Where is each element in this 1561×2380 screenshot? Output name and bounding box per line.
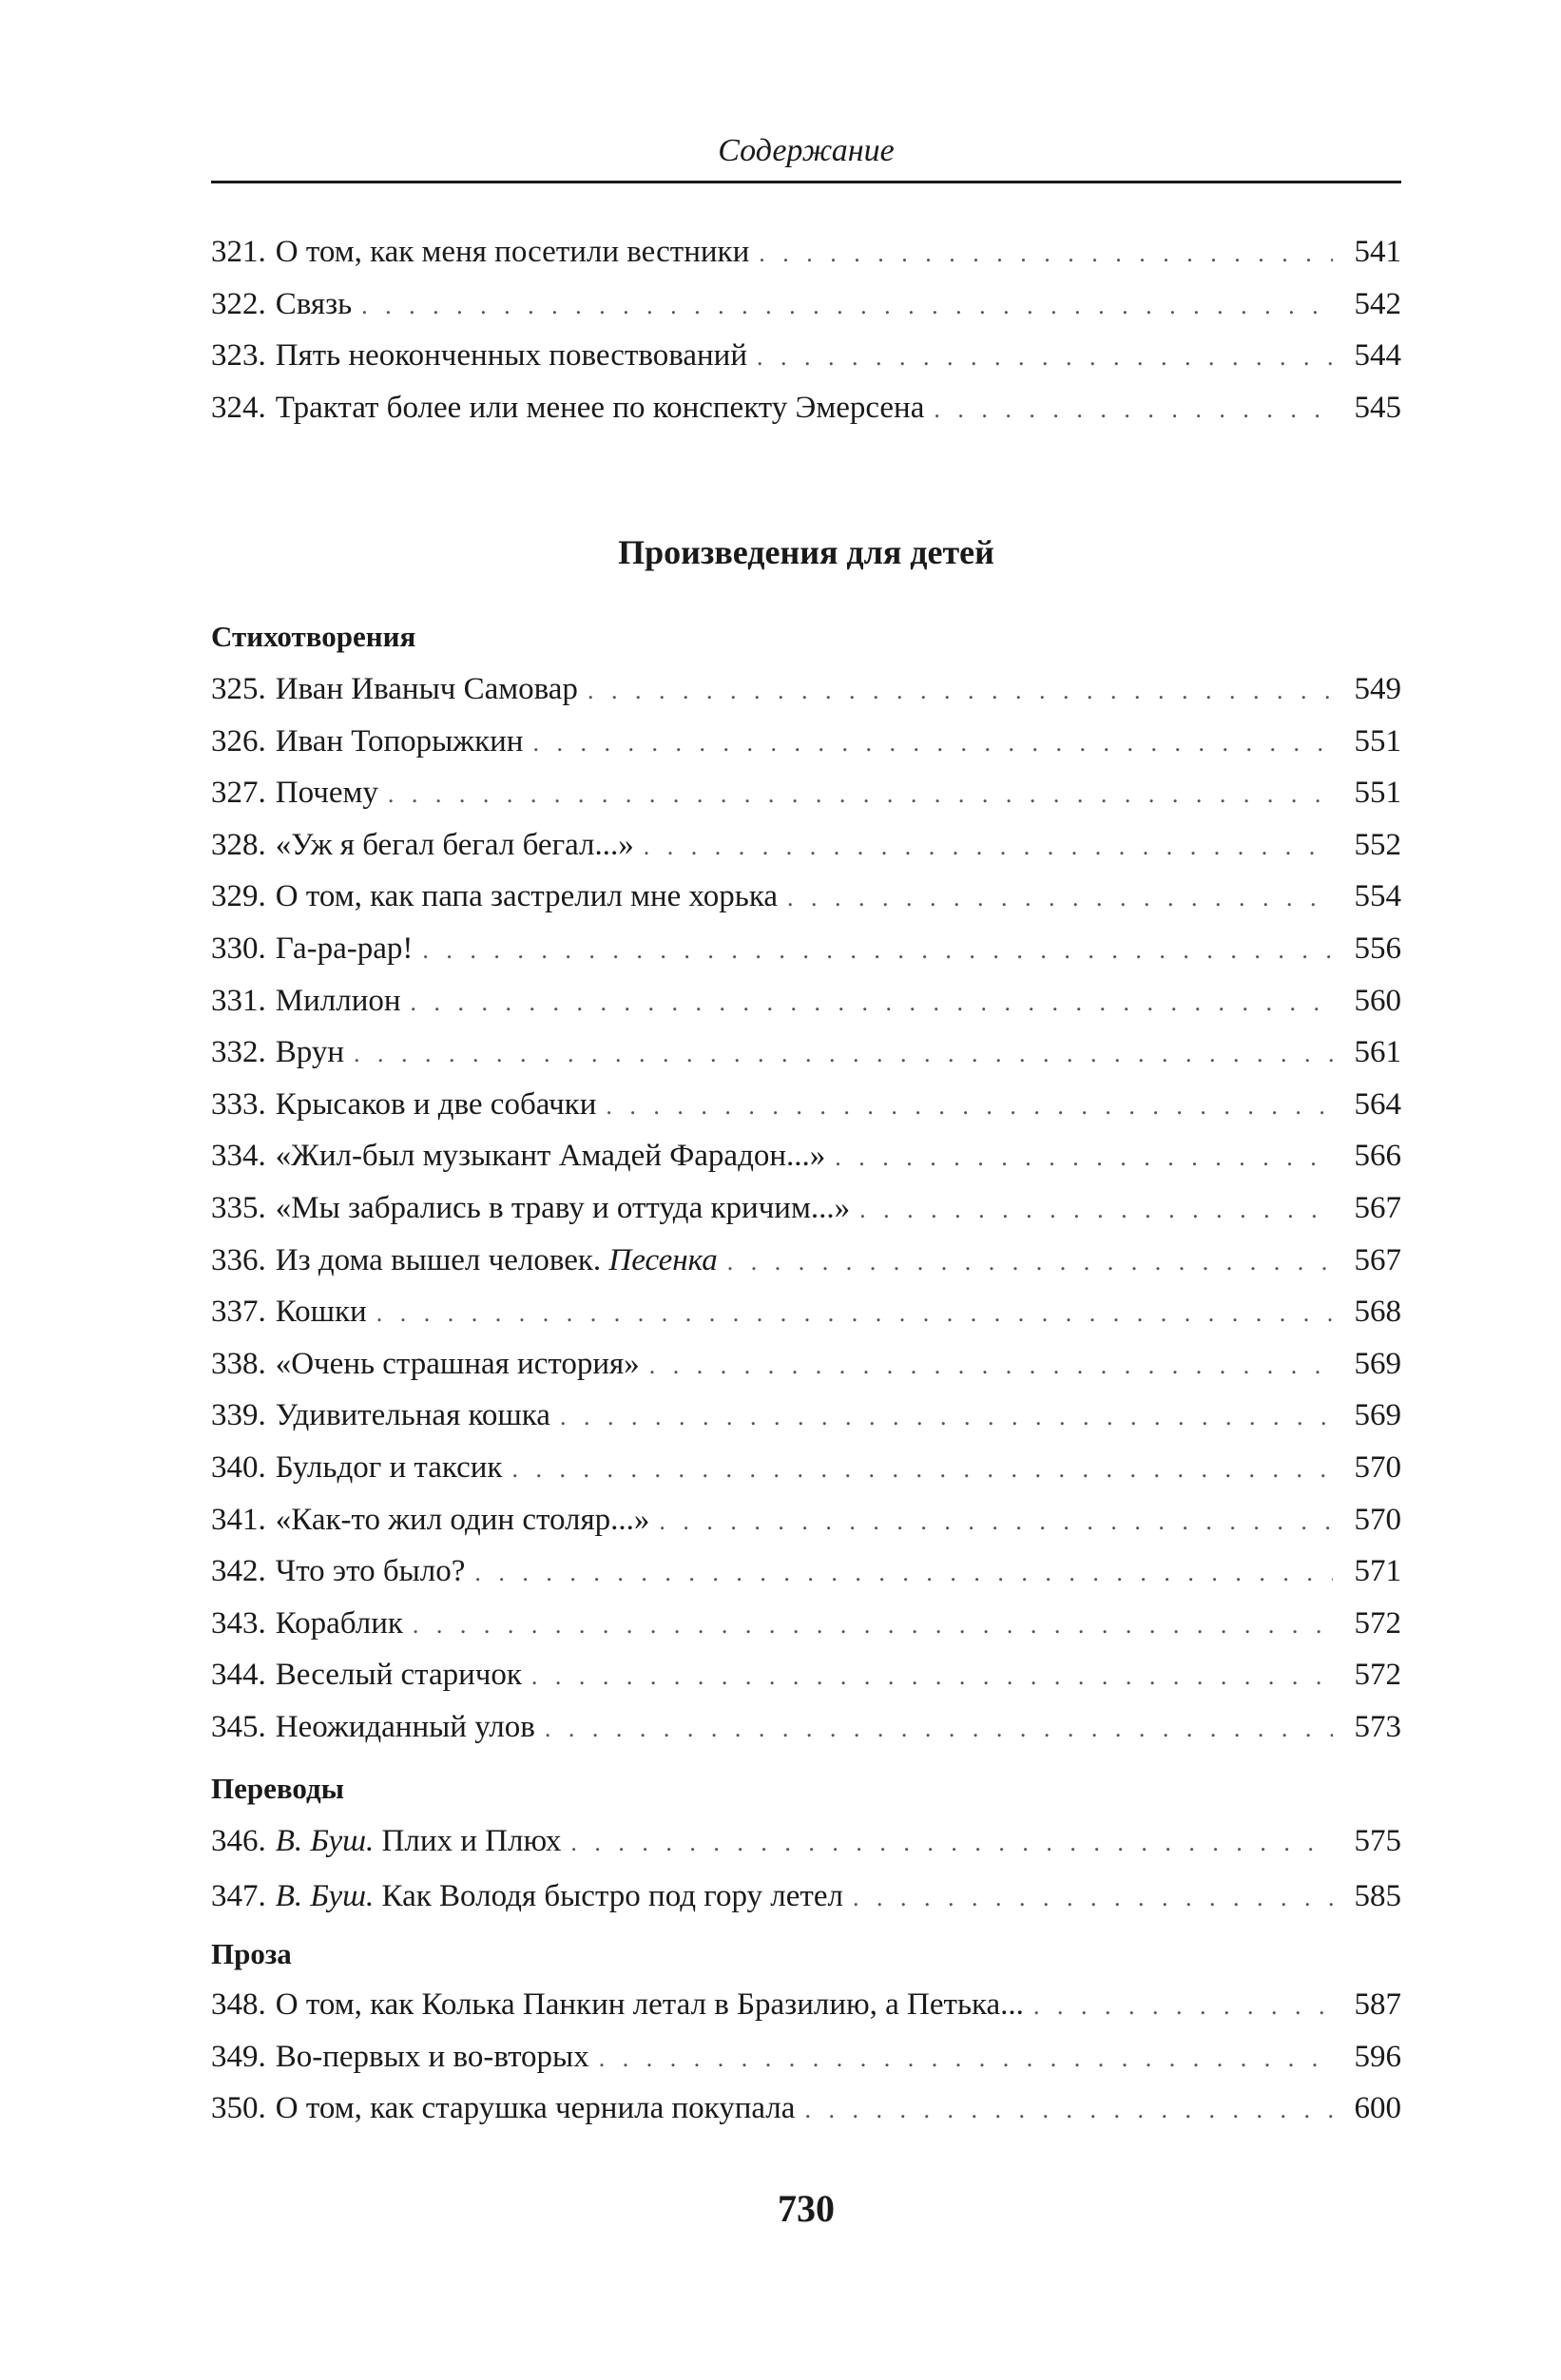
- entry-number: 327.: [211, 776, 266, 811]
- entry-page: 570: [1354, 1502, 1401, 1537]
- dot-leader: [361, 280, 1333, 333]
- section-title: Произведения для детей: [618, 533, 994, 571]
- entry-number: 323.: [211, 338, 266, 374]
- dot-leader: [644, 821, 1333, 873]
- toc-entry-339: [211, 1390, 1401, 1442]
- subhead-prose: Проза: [211, 1937, 292, 1970]
- entry-page: 587: [1354, 1987, 1401, 2022]
- toc-entry-350: [211, 2082, 1401, 2135]
- entry-number: 344.: [211, 1658, 266, 1693]
- entry-title: Что это было?: [275, 1554, 466, 1589]
- entry-title: О том, как папа застрелил мне хорька: [275, 879, 779, 914]
- dot-leader: [511, 1444, 1333, 1496]
- dot-leader: [727, 1237, 1333, 1289]
- toc-entry-338: [211, 1338, 1401, 1391]
- entry-page: 600: [1354, 2091, 1401, 2126]
- toc-entry-322: [211, 278, 1401, 331]
- entry-page: 541: [1354, 235, 1401, 269]
- toc-entry-345: [211, 1701, 1401, 1754]
- toc-translations-list: [211, 1814, 1401, 1924]
- dot-leader: [422, 925, 1333, 977]
- entry-title: Иван Иваныч Самовар: [275, 672, 578, 706]
- entry-title: «Уж я бегал бегал бегал...»: [275, 827, 634, 862]
- dot-leader: [835, 1132, 1333, 1184]
- entry-title-main: Как Володя быстро под гору летел: [381, 1879, 843, 1913]
- entry-page: 549: [1354, 672, 1401, 706]
- entry-number: 325.: [211, 672, 266, 706]
- entry-page: 572: [1354, 1605, 1401, 1641]
- dot-leader: [787, 873, 1333, 925]
- entry-page: 561: [1354, 1035, 1401, 1070]
- dot-leader: [759, 228, 1333, 280]
- entry-subtitle-italic: Песенка: [608, 1242, 718, 1277]
- dot-leader: [599, 2033, 1333, 2085]
- dot-leader: [354, 1028, 1333, 1081]
- toc-entry-335: [211, 1182, 1401, 1235]
- entry-page: 569: [1354, 1346, 1401, 1381]
- entry-title: Крысаков и две собачки: [275, 1086, 597, 1122]
- entry-title: Трактат более или менее по конспекту Эмерсена: [275, 390, 925, 425]
- entry-page: 560: [1354, 983, 1401, 1018]
- dot-leader: [804, 2084, 1333, 2137]
- toc-entry-332: [211, 1027, 1401, 1079]
- entry-number: 339.: [211, 1398, 266, 1433]
- entry-page: 567: [1354, 1242, 1401, 1277]
- toc-entry-340: [211, 1442, 1401, 1494]
- entry-number: 328.: [211, 827, 266, 862]
- entry-page: 552: [1354, 827, 1401, 862]
- entry-title-main: Из дома вышел человек.: [275, 1242, 602, 1277]
- toc-entry-333: [211, 1079, 1401, 1131]
- entry-number: 329.: [211, 879, 266, 914]
- dot-leader: [588, 665, 1333, 718]
- dot-leader: [532, 718, 1333, 770]
- entry-number: 338.: [211, 1346, 266, 1381]
- entry-number: 332.: [211, 1035, 266, 1070]
- header-rule: [211, 181, 1401, 183]
- dot-leader: [531, 1651, 1333, 1703]
- entry-page: 575: [1354, 1824, 1401, 1858]
- running-head: Содержание: [718, 133, 895, 168]
- dot-leader: [413, 1600, 1333, 1652]
- entry-title: Кошки: [275, 1295, 367, 1330]
- toc-entry-329: [211, 871, 1401, 923]
- dot-leader: [649, 1340, 1333, 1392]
- entry-page: 542: [1354, 286, 1401, 321]
- entry-number: 336.: [211, 1242, 266, 1277]
- toc-top-list: [211, 226, 1401, 433]
- dot-leader: [376, 1288, 1333, 1340]
- toc-entry-331: [211, 975, 1401, 1027]
- dot-leader: [474, 1547, 1333, 1600]
- entry-title: О том, как старушка чернила покупала: [275, 2091, 796, 2126]
- toc-entry-321: [211, 226, 1401, 278]
- entry-number: 330.: [211, 931, 266, 966]
- toc-entry-342: [211, 1545, 1401, 1598]
- toc-entry-336: [211, 1235, 1401, 1287]
- entry-page: 551: [1354, 776, 1401, 811]
- entry-title: «Жил-был музыкант Амадей Фарадон...»: [275, 1139, 826, 1174]
- dot-leader: [853, 1871, 1333, 1926]
- toc-entry-323: [211, 330, 1401, 382]
- entry-page: 573: [1354, 1709, 1401, 1744]
- entry-number: 337.: [211, 1295, 266, 1330]
- entry-page: 566: [1354, 1139, 1401, 1174]
- entry-page: 544: [1354, 338, 1401, 374]
- entry-page: 564: [1354, 1086, 1401, 1122]
- entry-number: 343.: [211, 1605, 266, 1641]
- toc-poems-list: [211, 663, 1401, 1753]
- entry-title: «Очень страшная история»: [275, 1346, 640, 1381]
- entry-title: Почему: [275, 776, 378, 811]
- dot-leader: [388, 769, 1333, 821]
- entry-number: 331.: [211, 983, 266, 1018]
- dot-leader: [606, 1081, 1333, 1133]
- entry-title: Удивительная кошка: [275, 1398, 550, 1433]
- entry-page: 585: [1354, 1879, 1401, 1913]
- entry-title: О том, как меня посетили вестники: [275, 235, 750, 269]
- entry-title: Кораблик: [275, 1605, 403, 1641]
- entry-title: Миллион: [275, 983, 401, 1018]
- entry-number: 321.: [211, 235, 266, 269]
- toc-entry-330: [211, 923, 1401, 975]
- toc-entry-326: [211, 716, 1401, 768]
- entry-title: Связь: [275, 286, 353, 321]
- entry-number: 342.: [211, 1554, 266, 1589]
- entry-title: Га-ра-рар!: [275, 931, 414, 966]
- dot-leader: [934, 384, 1333, 436]
- entry-title: Иван Топорыжкин: [275, 723, 524, 758]
- entry-page: 571: [1354, 1554, 1401, 1589]
- entry-number: 347.: [211, 1879, 266, 1913]
- toc-entry-327: [211, 767, 1401, 819]
- toc-entry-349: [211, 2031, 1401, 2083]
- entry-title: Неожиданный улов: [275, 1709, 535, 1744]
- entry-number: 350.: [211, 2091, 266, 2126]
- entry-page: 551: [1354, 723, 1401, 758]
- toc-entry-348: [211, 1979, 1401, 2031]
- entry-title: Бульдог и таксик: [275, 1449, 503, 1485]
- toc-entry-334: [211, 1130, 1401, 1182]
- entry-title: «Мы забрались в траву и оттуда кричим...»: [275, 1190, 851, 1225]
- entry-title: [276, 1869, 843, 1924]
- toc-entry-346: [211, 1814, 1401, 1869]
- entry-page: 570: [1354, 1449, 1401, 1485]
- toc-entry-341: [211, 1494, 1401, 1546]
- entry-title: Врун: [275, 1035, 344, 1070]
- entry-title: [276, 1235, 718, 1287]
- entry-number: 348.: [211, 1987, 266, 2022]
- entry-number: 333.: [211, 1086, 266, 1122]
- entry-title-main: Плих и Плюх: [381, 1824, 562, 1858]
- entry-number: 326.: [211, 723, 266, 758]
- entry-number: 341.: [211, 1502, 266, 1537]
- entry-page: 596: [1354, 2039, 1401, 2074]
- toc-entry-347: [211, 1869, 1401, 1924]
- dot-leader: [1033, 1981, 1333, 2033]
- subhead-poems: Стихотворения: [211, 620, 416, 653]
- entry-title: Пять неоконченных повествований: [275, 338, 748, 374]
- dot-leader: [659, 1496, 1333, 1548]
- entry-page: 556: [1354, 931, 1401, 966]
- page-number: 730: [778, 2187, 835, 2230]
- entry-title: Веселый старичок: [275, 1658, 522, 1693]
- toc-entry-344: [211, 1649, 1401, 1701]
- entry-number: 340.: [211, 1449, 266, 1485]
- entry-number: 324.: [211, 390, 266, 425]
- entry-author-italic: В. Буш.: [275, 1879, 375, 1913]
- toc-prose-list: [211, 1979, 1401, 2135]
- toc-entry-324: [211, 382, 1401, 434]
- entry-title: [276, 1814, 562, 1869]
- entry-page: 545: [1354, 390, 1401, 425]
- entry-title: «Как-то жил один столяр...»: [275, 1502, 650, 1537]
- toc-entry-343: [211, 1598, 1401, 1650]
- entry-page: 569: [1354, 1398, 1401, 1433]
- entry-page: 554: [1354, 879, 1401, 914]
- toc-entry-325: [211, 663, 1401, 716]
- dot-leader: [570, 1815, 1333, 1871]
- entry-number: 334.: [211, 1139, 266, 1174]
- dot-leader: [411, 977, 1333, 1029]
- toc-entry-328: [211, 819, 1401, 872]
- entry-author-italic: В. Буш.: [275, 1824, 375, 1858]
- entry-page: 567: [1354, 1190, 1401, 1225]
- subhead-translations: Переводы: [211, 1772, 344, 1805]
- entry-title: О том, как Колька Панкин летал в Бразилию, а Петька...: [275, 1987, 1024, 2022]
- entry-number: 346.: [211, 1824, 266, 1858]
- entry-number: 345.: [211, 1709, 266, 1744]
- entry-number: 335.: [211, 1190, 266, 1225]
- entry-page: 572: [1354, 1658, 1401, 1693]
- entry-page: 568: [1354, 1295, 1401, 1330]
- toc-entry-337: [211, 1286, 1401, 1338]
- dot-leader: [545, 1703, 1333, 1756]
- dot-leader: [859, 1184, 1333, 1237]
- entry-title: Во-первых и во-вторых: [275, 2039, 589, 2074]
- entry-number: 349.: [211, 2039, 266, 2074]
- entry-number: 322.: [211, 286, 266, 321]
- dot-leader: [757, 332, 1333, 384]
- dot-leader: [560, 1392, 1333, 1444]
